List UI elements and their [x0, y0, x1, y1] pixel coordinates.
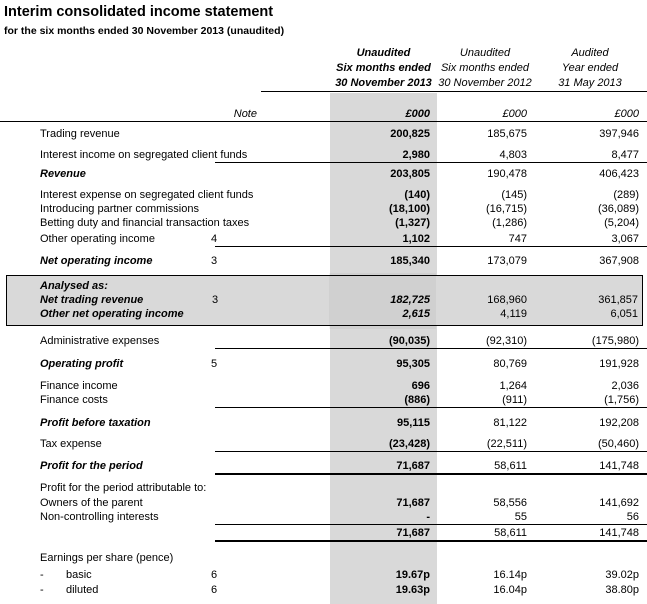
col-may2013-header: 31 May 2013 — [558, 77, 622, 89]
note-ref: 6 — [210, 569, 218, 581]
value-2013: (23,428) — [389, 438, 430, 450]
value-2013: 696 — [411, 380, 430, 392]
value-2012: (1,286) — [492, 217, 527, 229]
value-may2013: 3,067 — [611, 233, 639, 245]
value-2012: 58,611 — [494, 527, 527, 539]
table-row-net-operating-income — [0, 254, 647, 268]
value-2012: 80,769 — [493, 358, 527, 370]
table-row-administrative-expenses — [0, 334, 647, 348]
income-statement-table — [0, 46, 647, 597]
table-row-interest-income — [0, 148, 647, 162]
row-label: Finance costs — [40, 394, 108, 406]
value-2012: 1,264 — [499, 380, 527, 392]
table-row-eps-diluted — [0, 583, 647, 597]
value-may2013: (36,089) — [598, 203, 639, 215]
table-row-finance-income — [0, 379, 647, 393]
row-label: Net trading revenue — [40, 294, 144, 306]
value-2013: 185,340 — [390, 255, 430, 267]
value-2012: (22,511) — [486, 438, 527, 450]
row-label: Tax expense — [40, 438, 102, 450]
value-2012: 4,119 — [500, 308, 527, 320]
note-column-header: Note — [233, 108, 257, 120]
unit-may2013: £000 — [614, 108, 639, 120]
value-2012: 190,478 — [487, 168, 527, 180]
value-2013: 95,115 — [396, 417, 430, 429]
value-may2013: (50,460) — [598, 438, 639, 450]
column-header-line1 — [0, 46, 647, 61]
value-may2013: (175,980) — [591, 335, 639, 347]
divider-line — [215, 473, 647, 475]
table-row-profit-for-the-period — [0, 459, 647, 473]
value-may2013: 397,946 — [599, 128, 639, 140]
value-may2013: 192,208 — [599, 417, 639, 429]
analysed-as-box — [6, 275, 643, 326]
row-label: Interest income on segregated client funds — [40, 149, 248, 161]
column-header-line2 — [0, 61, 647, 76]
value-2013: 19.63p — [395, 584, 430, 596]
divider-line — [215, 451, 647, 452]
col-2012-header: Unaudited — [459, 47, 511, 59]
value-2013: 71,687 — [396, 460, 430, 472]
row-label: Revenue — [40, 168, 86, 180]
value-2013: 2,980 — [402, 149, 430, 161]
value-2012: 16.04p — [493, 584, 527, 596]
table-row-partner-commissions — [0, 202, 647, 216]
note-ref: 4 — [210, 233, 218, 245]
table-row-analysed-as — [7, 279, 642, 293]
row-label: Operating profit — [40, 358, 124, 370]
list-dash: - — [40, 569, 44, 581]
row-label: Profit before taxation — [40, 417, 151, 429]
value-2012: 55 — [514, 511, 527, 523]
row-label: Owners of the parent — [40, 497, 143, 509]
value-2013: 2,615 — [402, 308, 430, 320]
row-label: Analysed as: — [40, 280, 108, 292]
divider-line — [215, 162, 647, 163]
value-2013: 182,725 — [390, 294, 430, 306]
value-2013: - — [426, 511, 430, 523]
value-2013: (140) — [404, 189, 430, 201]
value-2013: 95,305 — [396, 358, 430, 370]
value-2013: 19.67p — [395, 569, 430, 581]
table-row-non-controlling-interests — [0, 510, 647, 524]
table-row-operating-profit — [0, 357, 647, 371]
value-may2013: 39.02p — [605, 569, 639, 581]
table-row-revenue — [0, 167, 647, 181]
table-row-betting-duty — [0, 216, 647, 230]
row-label: Net operating income — [40, 255, 153, 267]
value-may2013: 56 — [626, 511, 639, 523]
col-2012-header: 30 November 2012 — [438, 77, 532, 89]
value-may2013: 361,857 — [598, 294, 638, 306]
value-2013: (90,035) — [389, 335, 430, 347]
value-2012: 81,122 — [493, 417, 527, 429]
col-may2013-header: Audited — [571, 47, 609, 59]
value-2012: (911) — [502, 394, 527, 406]
divider-line — [215, 540, 647, 542]
value-2012: 16.14p — [493, 569, 527, 581]
value-2012: (92,310) — [486, 335, 527, 347]
value-2013: 200,825 — [390, 128, 430, 140]
value-may2013: 141,748 — [599, 527, 639, 539]
table-row-owners-of-parent — [0, 496, 647, 510]
table-row-attributable-total — [0, 526, 647, 540]
note-ref: 5 — [210, 358, 218, 370]
value-may2013: 406,423 — [599, 168, 639, 180]
row-label: basic — [66, 569, 92, 581]
table-row-eps-heading — [0, 551, 647, 565]
units-row — [0, 92, 647, 121]
value-2013: 71,687 — [396, 527, 430, 539]
value-2013: 203,805 — [390, 168, 430, 180]
table-row-eps-basic — [0, 568, 647, 582]
value-2012: 58,611 — [494, 460, 527, 472]
col-2013-header: 30 November 2013 — [335, 77, 432, 89]
col-may2013-header: Year ended — [561, 62, 619, 74]
value-may2013: 8,477 — [611, 149, 639, 161]
value-2013: 1,102 — [402, 233, 430, 245]
column-header-line3 — [0, 76, 647, 91]
table-row-other-operating-income — [0, 232, 647, 246]
value-may2013: (5,204) — [604, 217, 639, 229]
col-2013-header: Unaudited — [356, 47, 411, 59]
list-dash: - — [40, 584, 44, 596]
page-subtitle: for the six months ended 30 November 2013 (unaudited) — [4, 25, 285, 37]
row-label: Interest expense on segregated client funds — [40, 189, 254, 201]
table-row-interest-expense — [0, 188, 647, 202]
note-ref: 3 — [211, 294, 219, 306]
value-2013: (1,327) — [395, 217, 430, 229]
value-may2013: (289) — [613, 189, 639, 201]
value-2012: 747 — [508, 233, 527, 245]
row-label: Profit for the period — [40, 460, 143, 472]
value-2012: 4,803 — [499, 149, 527, 161]
col-2012-header: Six months ended — [440, 62, 530, 74]
divider-line — [215, 246, 647, 247]
row-label: Finance income — [40, 380, 118, 392]
value-2012: 185,675 — [487, 128, 527, 140]
value-2012: 168,960 — [487, 294, 527, 306]
row-label: Administrative expenses — [40, 335, 160, 347]
divider-line — [215, 524, 647, 525]
row-label: Betting duty and financial transaction taxes — [40, 217, 250, 229]
row-label: Non-controlling interests — [40, 511, 159, 523]
row-label: diluted — [66, 584, 99, 596]
row-label: Introducing partner commissions — [40, 203, 199, 215]
unit-2013: £000 — [405, 108, 430, 120]
col-2013-header: Six months ended — [336, 62, 431, 74]
value-may2013: 141,748 — [599, 460, 639, 472]
value-2012: (16,715) — [486, 203, 527, 215]
note-ref: 3 — [210, 255, 218, 267]
value-may2013: 141,692 — [599, 497, 639, 509]
table-row-tax-expense — [0, 437, 647, 451]
row-label: Other net operating income — [40, 308, 184, 320]
table-row-net-trading-revenue — [7, 293, 642, 307]
table-row-profit-before-taxation — [0, 416, 647, 430]
note-ref: 6 — [210, 584, 218, 596]
value-may2013: 6,051 — [610, 308, 638, 320]
table-row-other-net-operating-income — [7, 307, 642, 321]
value-2013: (18,100) — [389, 203, 430, 215]
row-label: Other operating income — [40, 233, 155, 245]
row-label: Earnings per share (pence) — [40, 552, 174, 564]
value-2012: 173,079 — [487, 255, 527, 267]
value-2012: 58,556 — [493, 497, 527, 509]
value-2012: (145) — [501, 189, 527, 201]
unit-2012: £000 — [502, 108, 527, 120]
table-row-trading-revenue — [0, 127, 647, 141]
value-may2013: 191,928 — [599, 358, 639, 370]
value-2013: 71,687 — [396, 497, 430, 509]
page-title: Interim consolidated income statement — [4, 4, 274, 20]
row-label: Trading revenue — [40, 128, 120, 140]
row-label: Profit for the period attributable to: — [40, 482, 207, 494]
divider-line — [215, 348, 647, 349]
divider-line — [0, 121, 647, 122]
divider-line — [215, 407, 647, 408]
value-2013: (886) — [404, 394, 430, 406]
table-row-finance-costs — [0, 393, 647, 407]
value-may2013: 2,036 — [611, 380, 639, 392]
value-may2013: (1,756) — [604, 394, 639, 406]
value-may2013: 367,908 — [599, 255, 639, 267]
table-row-attributable-heading — [0, 481, 647, 495]
value-may2013: 38.80p — [605, 584, 639, 596]
